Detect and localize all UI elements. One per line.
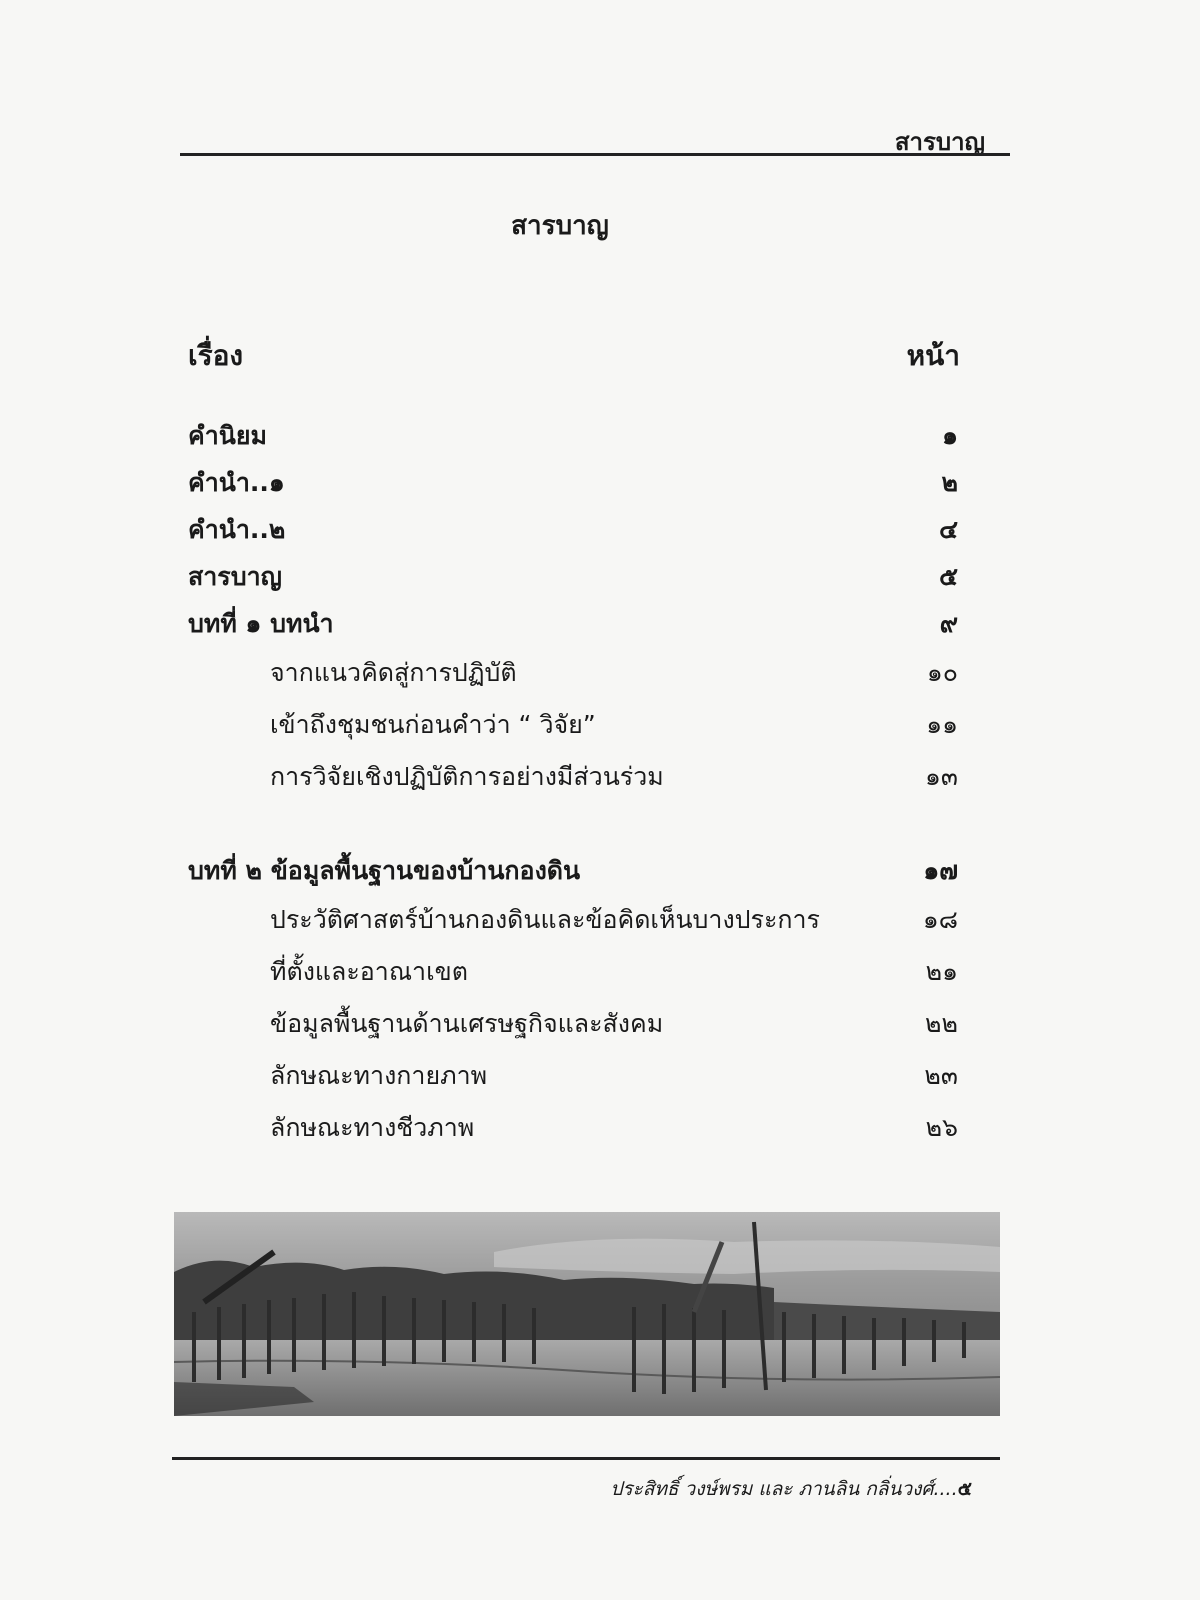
toc-entry-label: บทที่ ๒ ข้อมูลพื้นฐานของบ้านกองดิน — [188, 856, 581, 885]
toc-entry-label: ที่ตั้งและอาณาเขต — [270, 957, 468, 986]
toc-chapter-entry — [188, 847, 958, 894]
toc-chapter-entry — [188, 600, 958, 647]
toc-section-entry — [188, 647, 958, 699]
toc-entry-page: ๒๒ — [925, 1009, 958, 1038]
toc-entry — [188, 506, 958, 553]
toc-section-entry — [188, 1102, 958, 1154]
toc-section-entry — [188, 1050, 958, 1102]
footer-page-number: ๕ — [957, 1478, 972, 1500]
toc-entry-label: จากแนวคิดสู่การปฏิบัติ — [270, 658, 517, 687]
table-of-contents — [188, 412, 958, 1154]
toc-entry-label: สารบาญ — [188, 562, 282, 591]
topic-column-heading: เรื่อง — [188, 339, 244, 372]
toc-entry-label: ลักษณะทางชีวภาพ — [270, 1113, 475, 1142]
page-footer — [610, 1474, 972, 1504]
toc-section-entry — [188, 699, 958, 751]
toc-entry-page: ๒๑ — [925, 957, 958, 986]
footer-rule — [172, 1457, 1000, 1460]
toc-entry-page: ๑๐ — [926, 658, 958, 687]
toc-entry — [188, 459, 958, 506]
page-title: สารบาญ — [511, 211, 609, 241]
toc-section-entry — [188, 751, 958, 803]
toc-section-entry — [188, 946, 958, 998]
footer-authors: ประสิทธิ์ วงษ์พรม และ ภานลิน กลิ่นวงศ์.... — [610, 1478, 958, 1500]
toc-entry-label: คำนำ..๑ — [188, 468, 285, 497]
waterfront-photo — [174, 1212, 1000, 1416]
toc-entry-page: ๔ — [939, 515, 958, 544]
toc-entry-page: ๒๓ — [924, 1061, 958, 1090]
toc-entry — [188, 412, 958, 459]
toc-entry-page: ๑๘ — [922, 905, 958, 934]
toc-entry-label: ลักษณะทางกายภาพ — [270, 1061, 488, 1090]
toc-entry-page: ๒๖ — [925, 1113, 958, 1142]
toc-entry-label: เข้าถึงชุมชนก่อนคำว่า “ วิจัย” — [270, 710, 596, 739]
toc-entry-page: ๕ — [939, 562, 958, 591]
toc-entry-label: คำนำ..๒ — [188, 515, 286, 544]
toc-entry-page: ๒ — [941, 468, 958, 497]
toc-entry-page: ๑๓ — [925, 762, 958, 791]
toc-entry-label: ประวัติศาสตร์บ้านกองดินและข้อคิดเห็นบางประการ — [270, 905, 820, 934]
toc-entry-label: คำนิยม — [188, 421, 267, 450]
running-header: สารบาญ — [894, 128, 985, 156]
toc-entry-page: ๑ — [942, 421, 958, 450]
toc-entry-page: ๙ — [939, 609, 958, 638]
page-column-heading: หน้า — [906, 339, 960, 372]
header-rule — [180, 153, 1010, 156]
chapter-gap — [188, 803, 958, 847]
toc-section-entry — [188, 998, 958, 1050]
toc-section-entry — [188, 894, 958, 946]
toc-entry — [188, 553, 958, 600]
toc-entry-page: ๑๑ — [926, 710, 958, 739]
toc-entry-label: การวิจัยเชิงปฏิบัติการอย่างมีส่วนร่วม — [270, 762, 664, 791]
toc-entry-label: บทที่ ๑ บทนำ — [188, 609, 334, 638]
toc-entry-page: ๑๗ — [923, 856, 958, 885]
toc-entry-label: ข้อมูลพื้นฐานด้านเศรษฐกิจและสังคม — [270, 1009, 664, 1038]
